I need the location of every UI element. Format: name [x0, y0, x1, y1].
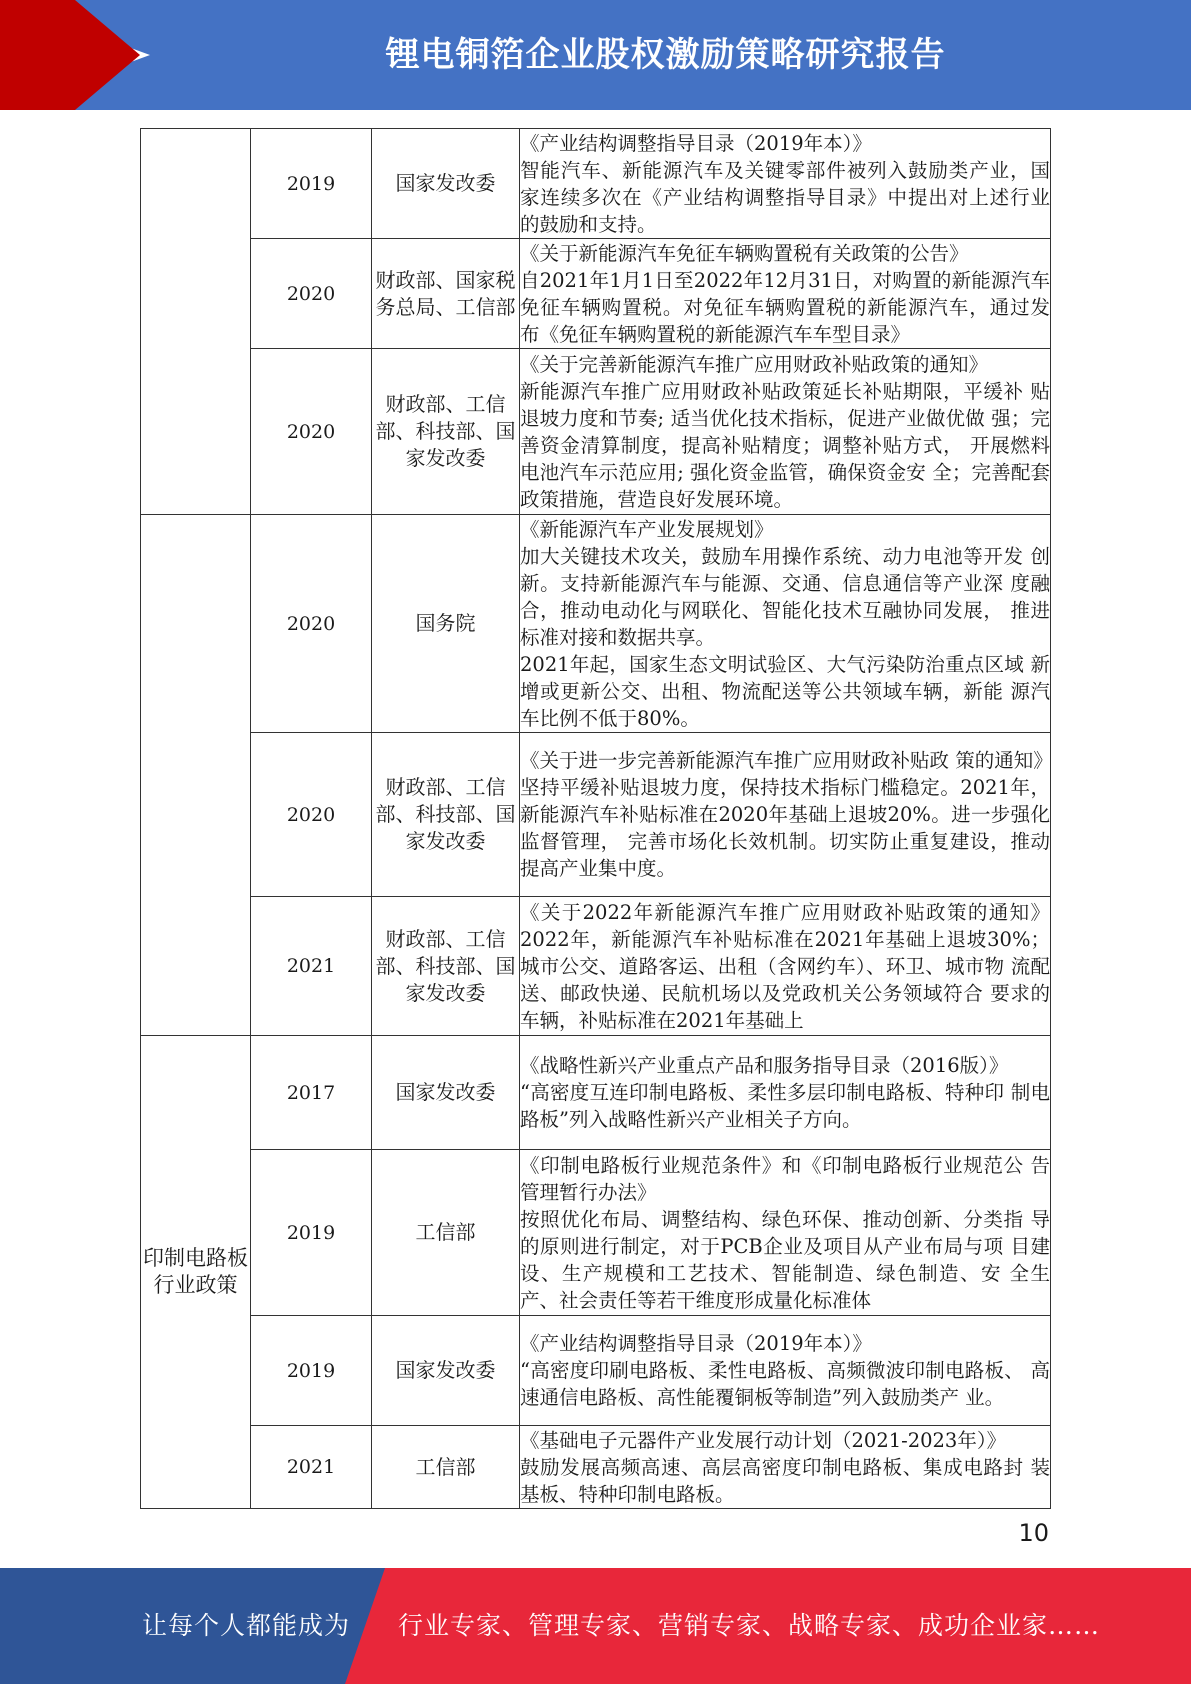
dept-cell: 国家发改委 — [372, 1036, 520, 1150]
dept-cell: 财政部、工信部、科技部、国 家发改委 — [372, 349, 520, 515]
dept-cell: 财政部、国家税务总局、工信部 — [372, 239, 520, 349]
policy-description: 按照优化布局、调整结构、绿色环保、推动创新、分类指 导的原则进行制定，对于PCB企业及项目从产业布局与项 目建设、生产规模和工艺技术、智能制造、绿色制造、安 全生产、社会责任等若干维度形成量化标准体 — [520, 1207, 1050, 1312]
category-cell-empty — [141, 515, 251, 1036]
year-cell: 2020 — [251, 515, 372, 733]
category-cell-pcb: 印制电路板行业政策 — [141, 1036, 251, 1509]
dept-cell: 财政部、工信部、科技部、国 家发改委 — [372, 733, 520, 897]
policy-document-title: 《关于进一步完善新能源汽车推广应用财政补贴政 策的通知》 — [520, 749, 1053, 772]
page-number: 10 — [1018, 1519, 1049, 1547]
policy-document-title: 《基础电子元器件产业发展行动计划（2021-2023年）》 — [520, 1428, 1007, 1452]
policy-description: 《关于2022年新能源汽车推广应用财政补贴政策的通知》 2022年，新能源汽车补贴标准在2021年基础上退坡30%； 城市公交、道路客运、出租（含网约车）、环卫、城市物 流配送、邮政快递、民航机场以及党政机关公务领域符合 要求的车辆，补贴标准在2021年基础上 — [520, 900, 1050, 1032]
year-cell: 2019 — [251, 1316, 372, 1426]
content-cell — [520, 1150, 1051, 1316]
policy-description: 鼓励发展高频高速、高层高密度印制电路板、集成电路封 装基板、特种印制电路板。 — [520, 1455, 1050, 1506]
report-title: 锂电铜箔企业股权激励策略研究报告 — [385, 35, 946, 75]
year-cell: 2020 — [251, 239, 372, 349]
policy-description: 自2021年1月1日至2022年12月31日，对购置的新能源汽车 免征车辆购置税。对免征车辆购置税的新能源汽车，通过发 布《免征车辆购置税的新能源汽车车型目录》 — [520, 268, 1050, 346]
content-cell — [520, 733, 1051, 897]
table-row — [141, 1316, 1051, 1426]
content-cell — [520, 897, 1051, 1036]
dept-cell: 财政部、工信部、科技部、国 家发改委 — [372, 897, 520, 1036]
year-cell: 2019 — [251, 1150, 372, 1316]
dept-cell: 工信部 — [372, 1426, 520, 1509]
dept-cell: 国务院 — [372, 515, 520, 733]
policy-document-title: 《印制电路板行业规范条件》和《印制电路板行业规范公 告管理暂行办法》 — [520, 1153, 1050, 1204]
policy-description: 坚持平缓补贴退坡力度，保持技术指标门槛稳定。2021年， 新能源汽车补贴标准在2020年基础上退坡20%。进一步强化监督管理， 完善市场化长效机制。切实防止重复建设，推动提高产业集中度。 — [520, 776, 1050, 880]
policy-document-title: 《产业结构调整指导目录（2019年本）》 — [520, 131, 872, 155]
dept-cell: 国家发改委 — [372, 129, 520, 239]
table-row — [141, 239, 1051, 349]
content-cell — [520, 239, 1051, 349]
policy-table — [140, 128, 1051, 1509]
content-cell — [520, 1036, 1051, 1150]
content-cell — [520, 1316, 1051, 1426]
dept-cell: 国家发改委 — [372, 1316, 520, 1426]
policy-description: “高密度互连印制电路板、柔性多层印制电路板、特种印 制电路板”列入战略性新兴产业相关子方向。 — [520, 1081, 1050, 1131]
content-cell — [520, 515, 1051, 733]
content-cell — [520, 349, 1051, 515]
policy-document-title: 《产业结构调整指导目录（2019年本）》 — [520, 1332, 872, 1355]
table-row — [141, 897, 1051, 1036]
policy-description: 新能源汽车推广应用财政补贴政策延长补贴期限，平缓补 贴退坡力度和节奏; 适当优化技术指标，促进产业做优做 强；完善资金清算制度，提高补贴精度；调整补贴方式， 开展燃料电池汽车示范应用; 强化资金监管，确保资金安 全；完善配套政策措施，营造良好发展环境。 — [520, 379, 1050, 511]
category-cell-empty — [141, 129, 251, 515]
content-cell — [520, 1426, 1051, 1509]
content-cell — [520, 129, 1051, 239]
year-cell: 2020 — [251, 349, 372, 515]
table-row — [141, 1150, 1051, 1316]
dept-cell: 工信部 — [372, 1150, 520, 1316]
policy-document-title: 《新能源汽车产业发展规划》 — [520, 517, 774, 541]
policy-description-extra: 2021年起，国家生态文明试验区、大气污染防治重点区域 新增或更新公交、出租、物流配送等公共领域车辆，新能 源汽车比例不低于80%。 — [520, 652, 1050, 730]
footer-slogan-right: 行业专家、管理专家、营销专家、战略专家、成功企业家…… — [398, 1611, 1101, 1640]
year-cell: 2021 — [251, 897, 372, 1036]
header-red-block — [0, 0, 75, 110]
policy-document-title: 《战略性新兴产业重点产品和服务指导目录（2016版）》 — [520, 1054, 1009, 1077]
page-footer — [0, 1568, 1191, 1684]
table-row — [141, 129, 1051, 239]
policy-document-title: 《关于完善新能源汽车推广应用财政补贴政策的通知》 — [520, 352, 989, 376]
footer-slogan-left: 让每个人都能成为 — [142, 1611, 351, 1640]
year-cell: 2021 — [251, 1426, 372, 1509]
policy-description: “高密度印刷电路板、柔性电路板、高频微波印制电路板、 高速通信电路板、高性能覆铜板等制造”列入鼓励类产 业。 — [520, 1359, 1050, 1409]
header-red-chevron — [75, 0, 140, 110]
year-cell: 2019 — [251, 129, 372, 239]
table-row — [141, 1426, 1051, 1509]
policy-description: 智能汽车、新能源汽车及关键零部件被列入鼓励类产业，国 家连续多次在《产业结构调整指导目录》中提出对上述行业 的鼓励和支持。 — [520, 158, 1050, 236]
year-cell: 2020 — [251, 733, 372, 897]
table-row — [141, 733, 1051, 897]
page-header — [0, 0, 1191, 110]
table-row — [141, 515, 1051, 733]
policy-document-title: 《关于新能源汽车免征车辆购置税有关政策的公告》 — [520, 241, 969, 265]
year-cell: 2017 — [251, 1036, 372, 1150]
table-row — [141, 1036, 1051, 1150]
policy-description: 加大关键技术攻关，鼓励车用操作系统、动力电池等开发 创新。支持新能源汽车与能源、交通、信息通信等产业深 度融合，推动电动化与网联化、智能化技术互融协同发展， 推进标准对接和数据共享。 — [520, 544, 1050, 649]
table-row — [141, 349, 1051, 515]
